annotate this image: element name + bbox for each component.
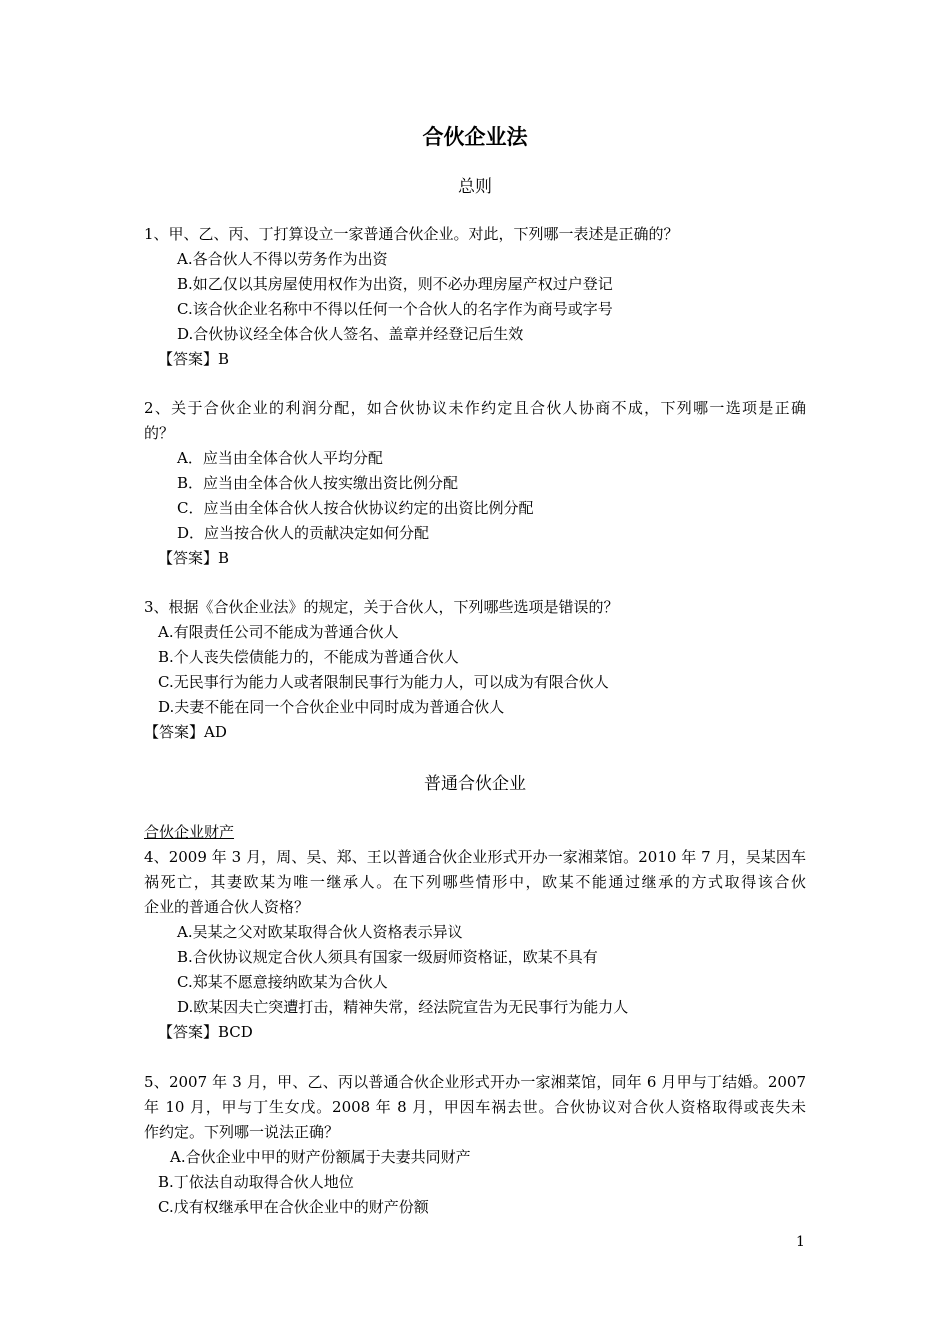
question-stem: 2、关于合伙企业的利润分配，如合伙协议未作约定且合伙人协商不成，下列哪一选项是正确 — [144, 399, 806, 417]
section-heading-general: 总则 — [458, 177, 492, 197]
option-a: A.合伙企业中甲的财产份额属于夫妻共同财产 — [170, 1148, 471, 1166]
question-stem: 4、2009 年 3 月，周、吴、郑、王以普通合伙企业形式开办一家湘菜馆。2010 年 7 月，吴某因车 — [144, 848, 806, 866]
option-a: A.各合伙人不得以劳务作为出资 — [177, 250, 388, 268]
question-stem-cont: 祸死亡，其妻欧某为唯一继承人。在下列哪些情形中，欧某不能通过继承的方式取得该合伙 — [144, 873, 806, 891]
question-stem-cont: 年 10 月，甲与丁生女戊。2008 年 8 月，甲因车祸去世。合伙协议对合伙人资格取得或丧失未 — [144, 1098, 806, 1116]
question-stem: 5、2007 年 3 月，甲、乙、丙以普通合伙企业形式开办一家湘菜馆，同年 6 月甲与丁结婚。2007 — [144, 1073, 806, 1091]
option-d: D．应当按合伙人的贡献决定如何分配 — [177, 524, 430, 542]
option-c: C.无民事行为能力人或者限制民事行为能力人，可以成为有限合伙人 — [158, 673, 609, 691]
question-stem-cont: 企业的普通合伙人资格？ — [144, 898, 310, 916]
section-heading-general-partnership: 普通合伙企业 — [424, 774, 526, 794]
question-stem: 3、根据《合伙企业法》的规定，关于合伙人，下列哪些选项是错误的？ — [144, 598, 619, 616]
page-number: 1 — [796, 1234, 805, 1250]
option-c: C.该合伙企业名称中不得以任何一个合伙人的名字作为商号或字号 — [177, 300, 613, 318]
option-b: B.如乙仅以其房屋使用权作为出资，则不必办理房屋产权过户登记 — [177, 275, 613, 293]
answer: 【答案】AD — [144, 723, 227, 741]
option-d: D.夫妻不能在同一个合伙企业中同时成为普通合伙人 — [158, 698, 505, 716]
option-d: D.欧某因夫亡突遭打击，精神失常，经法院宣告为无民事行为能力人 — [177, 998, 629, 1016]
option-c: C.郑某不愿意接纳欧某为合伙人 — [177, 973, 388, 991]
option-b: B.个人丧失偿债能力的，不能成为普通合伙人 — [158, 648, 459, 666]
option-a: A.有限责任公司不能成为普通合伙人 — [158, 623, 399, 641]
subsection-heading-property: 合伙企业财产 — [144, 823, 235, 841]
answer: 【答案】B — [158, 350, 230, 368]
question-stem-cont: 作约定。下列哪一说法正确？ — [144, 1123, 340, 1141]
answer: 【答案】B — [158, 549, 230, 567]
option-a: A.吴某之父对欧某取得合伙人资格表示异议 — [177, 923, 463, 941]
option-a: A．应当由全体合伙人平均分配 — [177, 449, 383, 467]
answer: 【答案】BCD — [158, 1023, 253, 1041]
option-d: D.合伙协议经全体合伙人签名、盖章并经登记后生效 — [177, 325, 524, 343]
document-title: 合伙企业法 — [422, 124, 528, 149]
question-stem-cont: 的？ — [144, 424, 175, 442]
option-c: C.戊有权继承甲在合伙企业中的财产份额 — [158, 1198, 429, 1216]
option-b: B．应当由全体合伙人按实缴出资比例分配 — [177, 474, 459, 492]
option-c: C．应当由全体合伙人按合伙协议约定的出资比例分配 — [177, 499, 534, 517]
question-stem: 1、甲、乙、丙、丁打算设立一家普通合伙企业。对此，下列哪一表述是正确的？ — [144, 225, 679, 243]
option-b: B.合伙协议规定合伙人须具有国家一级厨师资格证，欧某不具有 — [177, 948, 598, 966]
option-b: B.丁依法自动取得合伙人地位 — [158, 1173, 354, 1191]
